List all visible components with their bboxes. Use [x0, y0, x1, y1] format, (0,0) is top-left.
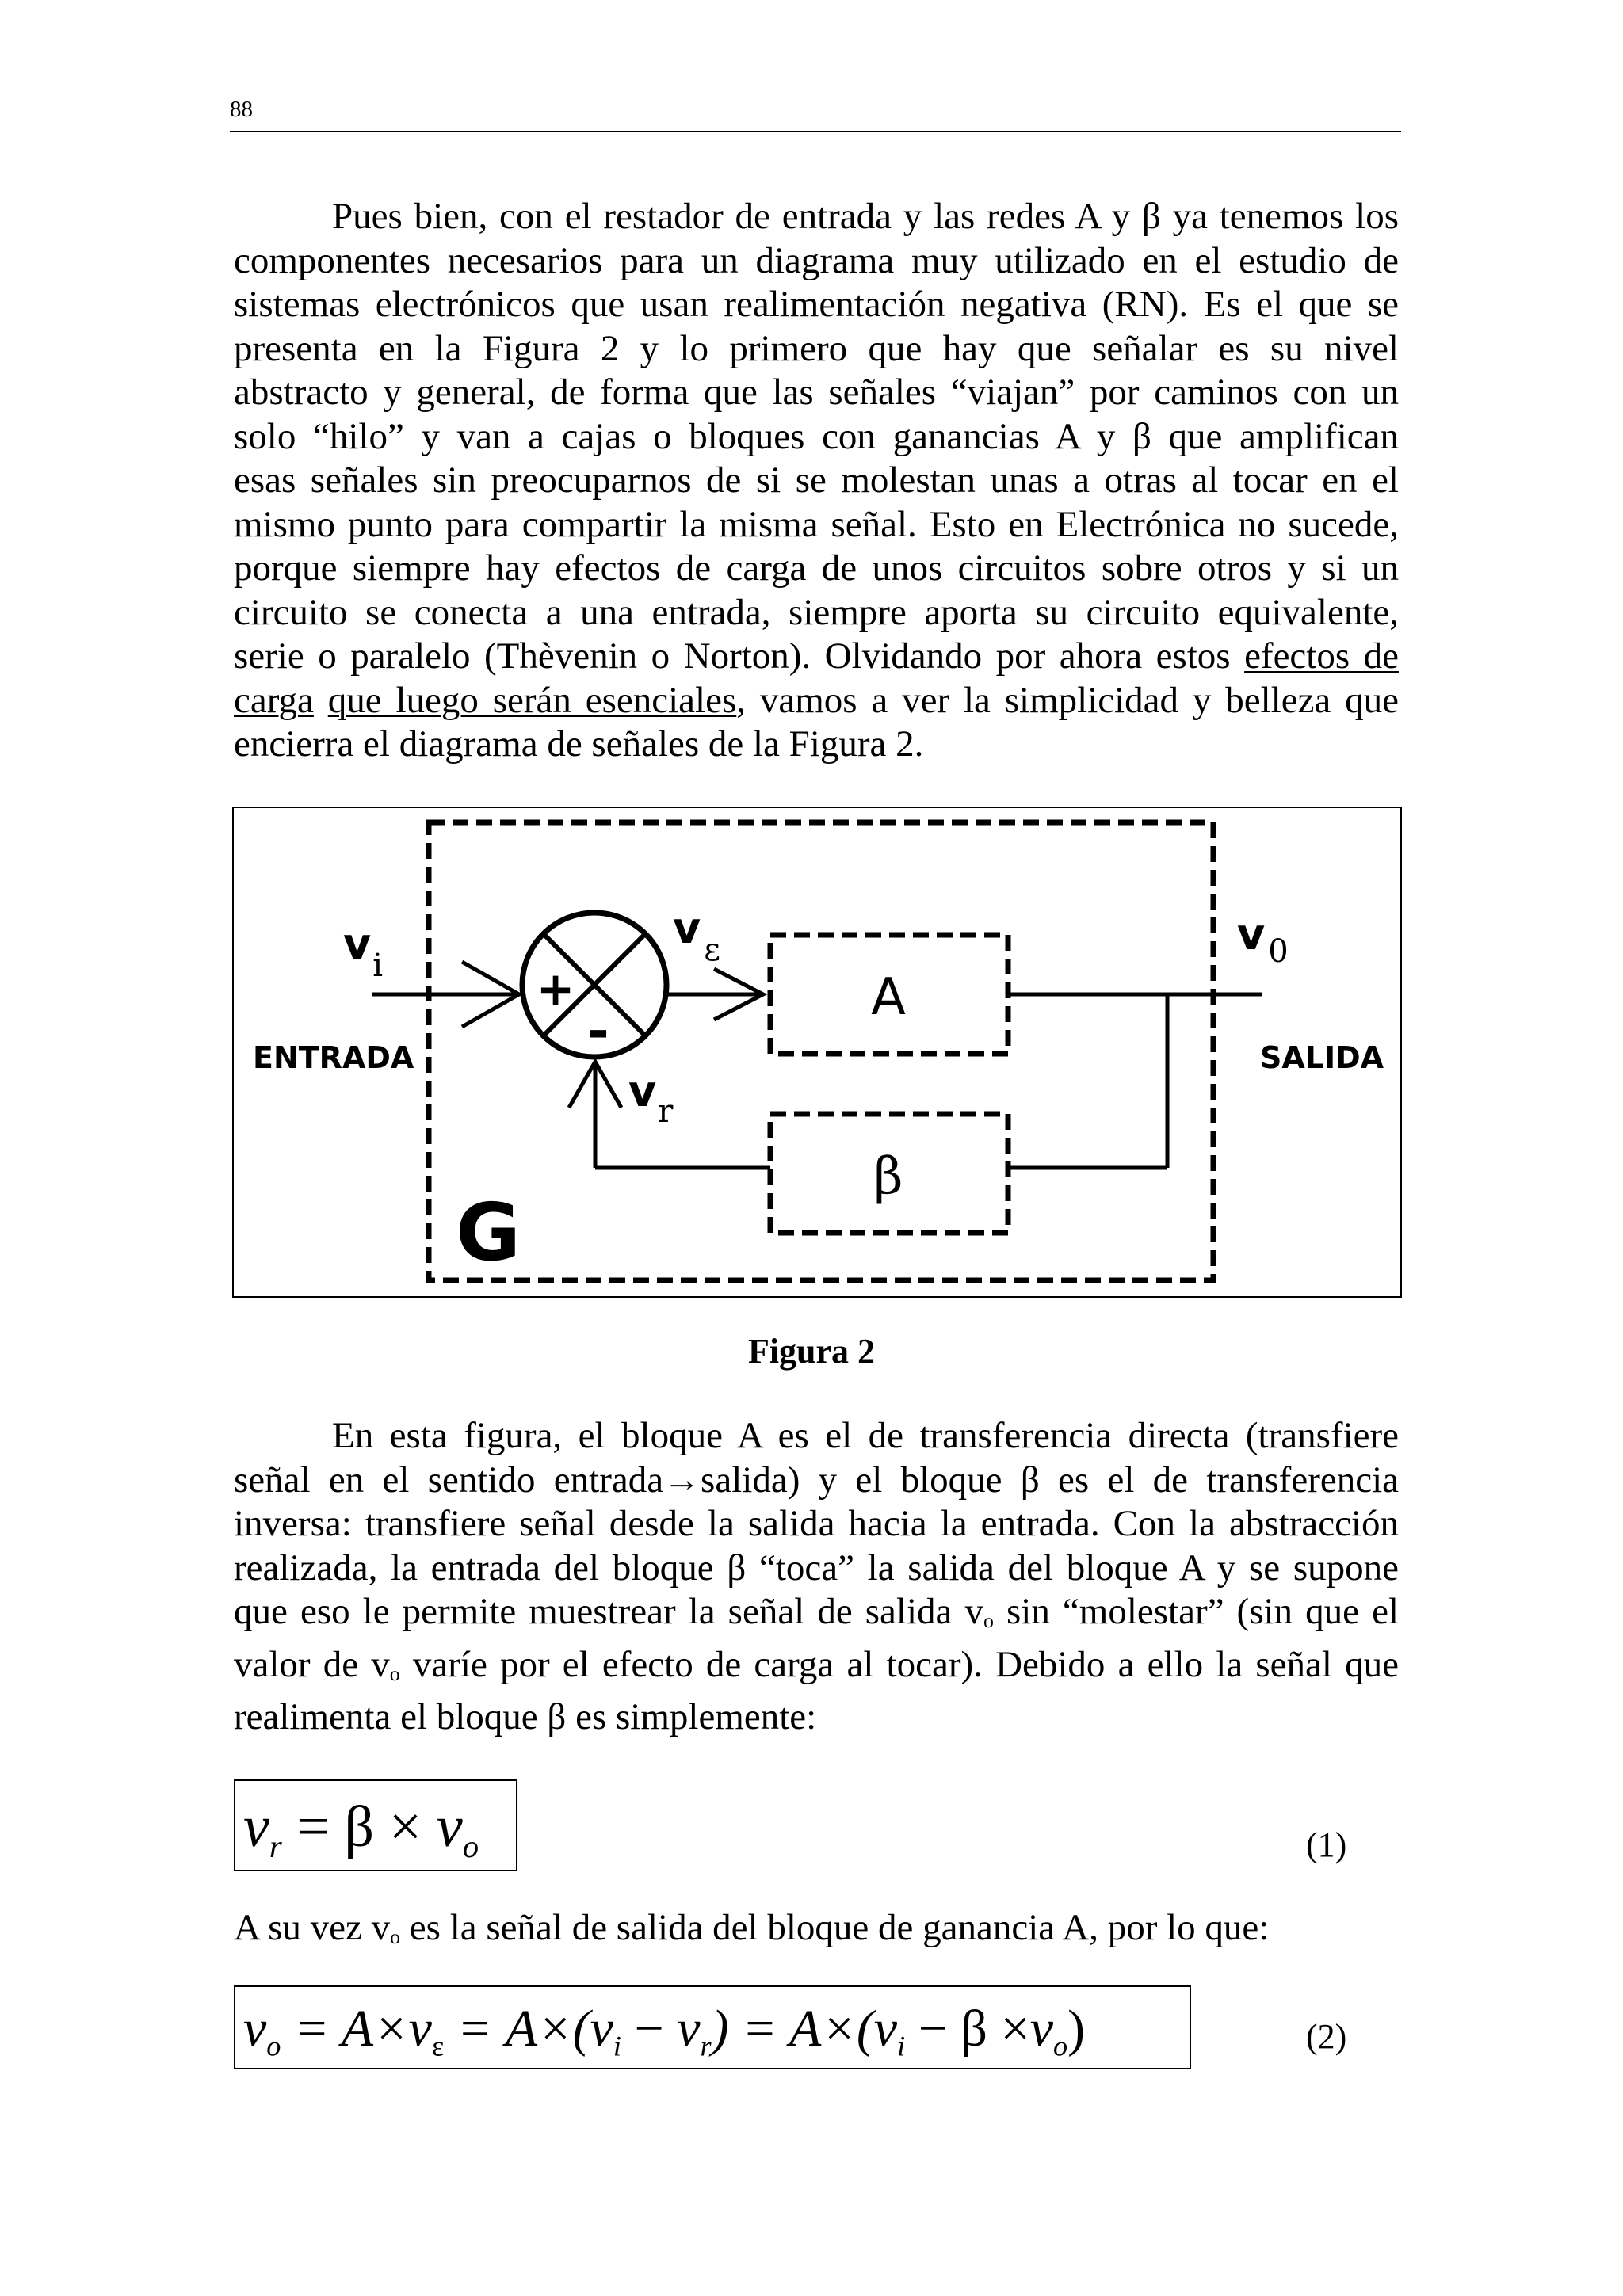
paragraph-text: que eso le permite muestrear la señal de salida v: [234, 1591, 983, 1632]
header-rule: [230, 131, 1401, 132]
eq-op: = A×: [281, 2000, 409, 2058]
underlined-text: que luego serán esenciales: [327, 679, 737, 721]
paragraph-line: señal en el sentido entrada→salida) y el bloque β es el de transferencia: [234, 1459, 1399, 1501]
eq-var: v: [677, 2000, 701, 2058]
subscript: o: [389, 1661, 400, 1685]
eq-var: v: [436, 1794, 463, 1859]
paragraph-text: es la señal de salida del bloque de ganancia A, por lo que:: [400, 1907, 1270, 1948]
paragraph-line: encierra el diagrama de señales de la Figura 2.: [234, 723, 924, 765]
paragraph-line: componentes necesarios para un diagrama muy utilizado en el estudio de: [234, 239, 1399, 281]
paragraph-line: [234, 1643, 1399, 1696]
eq-sub: r: [700, 2030, 712, 2062]
paragraph-line: Pues bien, con el restador de entrada y las redes A y β ya tenemos los: [332, 196, 1399, 237]
subscript: o: [983, 1609, 994, 1633]
paragraph-line: realimenta el bloque β es simplemente:: [234, 1696, 817, 1738]
equation-2-number: (2): [1306, 2017, 1347, 2056]
minus-sign: -: [587, 1001, 609, 1062]
eq-sub: o: [1053, 2030, 1068, 2062]
eq-var: v: [1029, 2000, 1054, 2058]
paragraph-text: , vamos a ver la simplicidad y belleza que: [736, 679, 1400, 721]
paragraph-line: esas señales sin preocuparnos de si se molestan unas a otras al tocar en el: [234, 460, 1399, 501]
vi-label: $v_i$: [343, 919, 383, 984]
paragraph-line: En esta figura, el bloque A es el de transferencia directa (transfiere: [332, 1415, 1399, 1456]
block-diagram-figure: [232, 807, 1402, 1298]
system-label-g: G: [456, 1186, 521, 1279]
eq-sub: ε: [431, 2030, 445, 2062]
underlined-text: carga: [234, 679, 314, 721]
eq-op: = A×(: [444, 2000, 590, 2058]
paragraph-line: sistemas electrónicos que usan realimentación negativa (RN). Es el que se: [234, 284, 1399, 325]
paragraph-text: varíe por el efecto de carga al tocar). Debido a ello la señal que: [399, 1643, 1399, 1685]
plus-sign: +: [536, 962, 575, 1016]
paragraph-text: serie o paralelo (Thèvenin o Norton). Olvidando por ahora estos: [234, 635, 1231, 677]
eq-sub: o: [266, 2030, 281, 2062]
eq-var: v: [408, 2000, 432, 2058]
eq-sub: i: [613, 2030, 621, 2062]
paragraph-2: [234, 1414, 1399, 1740]
vo-label: v $_0$: [1237, 910, 1289, 970]
eq-sub: o: [462, 1829, 479, 1865]
eq-var: v: [243, 1794, 269, 1859]
paragraph-line: porque siempre hay efectos de carga de unos circuitos sobre otros y si un: [234, 547, 1399, 589]
eq-op: −: [621, 2000, 678, 2058]
paragraph-text: valor de v: [234, 1643, 390, 1685]
paragraph-line: presenta en la Figura 2 y lo primero que hay que señalar es su nivel: [234, 327, 1399, 369]
paragraph-1: [234, 195, 1399, 767]
figure-caption: Figura 2: [747, 1332, 876, 1371]
eq-op: − β ×: [905, 2000, 1030, 2058]
equation-1: [234, 1779, 517, 1871]
salida-label: SALIDA: [1260, 1040, 1384, 1075]
vr-label: $v_r$: [628, 1066, 674, 1130]
eq-op: = β ×: [281, 1794, 437, 1859]
paragraph-text: sin “molestar” (sin que el: [993, 1591, 1399, 1632]
equation-1-number: (1): [1306, 1825, 1347, 1864]
eq-var: v: [243, 2000, 267, 2058]
page-number: 88: [230, 97, 253, 122]
eq-sub: r: [269, 1829, 282, 1865]
paragraph-line: realizada, la entrada del bloque β “toca” la salida del bloque A y se supone: [234, 1547, 1399, 1589]
paragraph-line: abstracto y general, de forma que las señales “viajan” por caminos con un: [234, 372, 1399, 413]
paragraph-line: solo “hilo” y van a cajas o bloques con ganancias A y β que amplifican: [234, 415, 1399, 457]
eq-op: ) = A×(: [711, 2000, 874, 2058]
eq-var: v: [873, 2000, 898, 2058]
lead-in-line: [234, 1906, 1269, 1959]
eq-var: v: [590, 2000, 613, 2058]
eq-sub: i: [897, 2030, 906, 2062]
paragraph-text: A su vez v: [234, 1907, 391, 1948]
block-a-label: A: [871, 968, 906, 1027]
block-beta-label: β: [873, 1147, 903, 1206]
paragraph-line: mismo punto para compartir la misma señal. Esto en Electrónica no sucede,: [234, 503, 1399, 545]
equation-2: [234, 1985, 1191, 2069]
paragraph-line: [234, 1590, 1399, 1643]
subscript: o: [390, 1925, 401, 1949]
entrada-label: ENTRADA: [253, 1040, 414, 1075]
paragraph-line: [234, 679, 1399, 723]
ve-label: v $_\varepsilon$: [673, 903, 720, 968]
eq-op: ): [1067, 2000, 1086, 2058]
paragraph-line: inversa: transfiere señal desde la salida hacia la entrada. Con la abstracción: [234, 1503, 1399, 1544]
underlined-text: efectos de: [1244, 635, 1399, 677]
paragraph-line: [234, 635, 1399, 679]
paragraph-line: circuito se conecta a una entrada, siempre aporta su circuito equivalente,: [234, 591, 1399, 633]
